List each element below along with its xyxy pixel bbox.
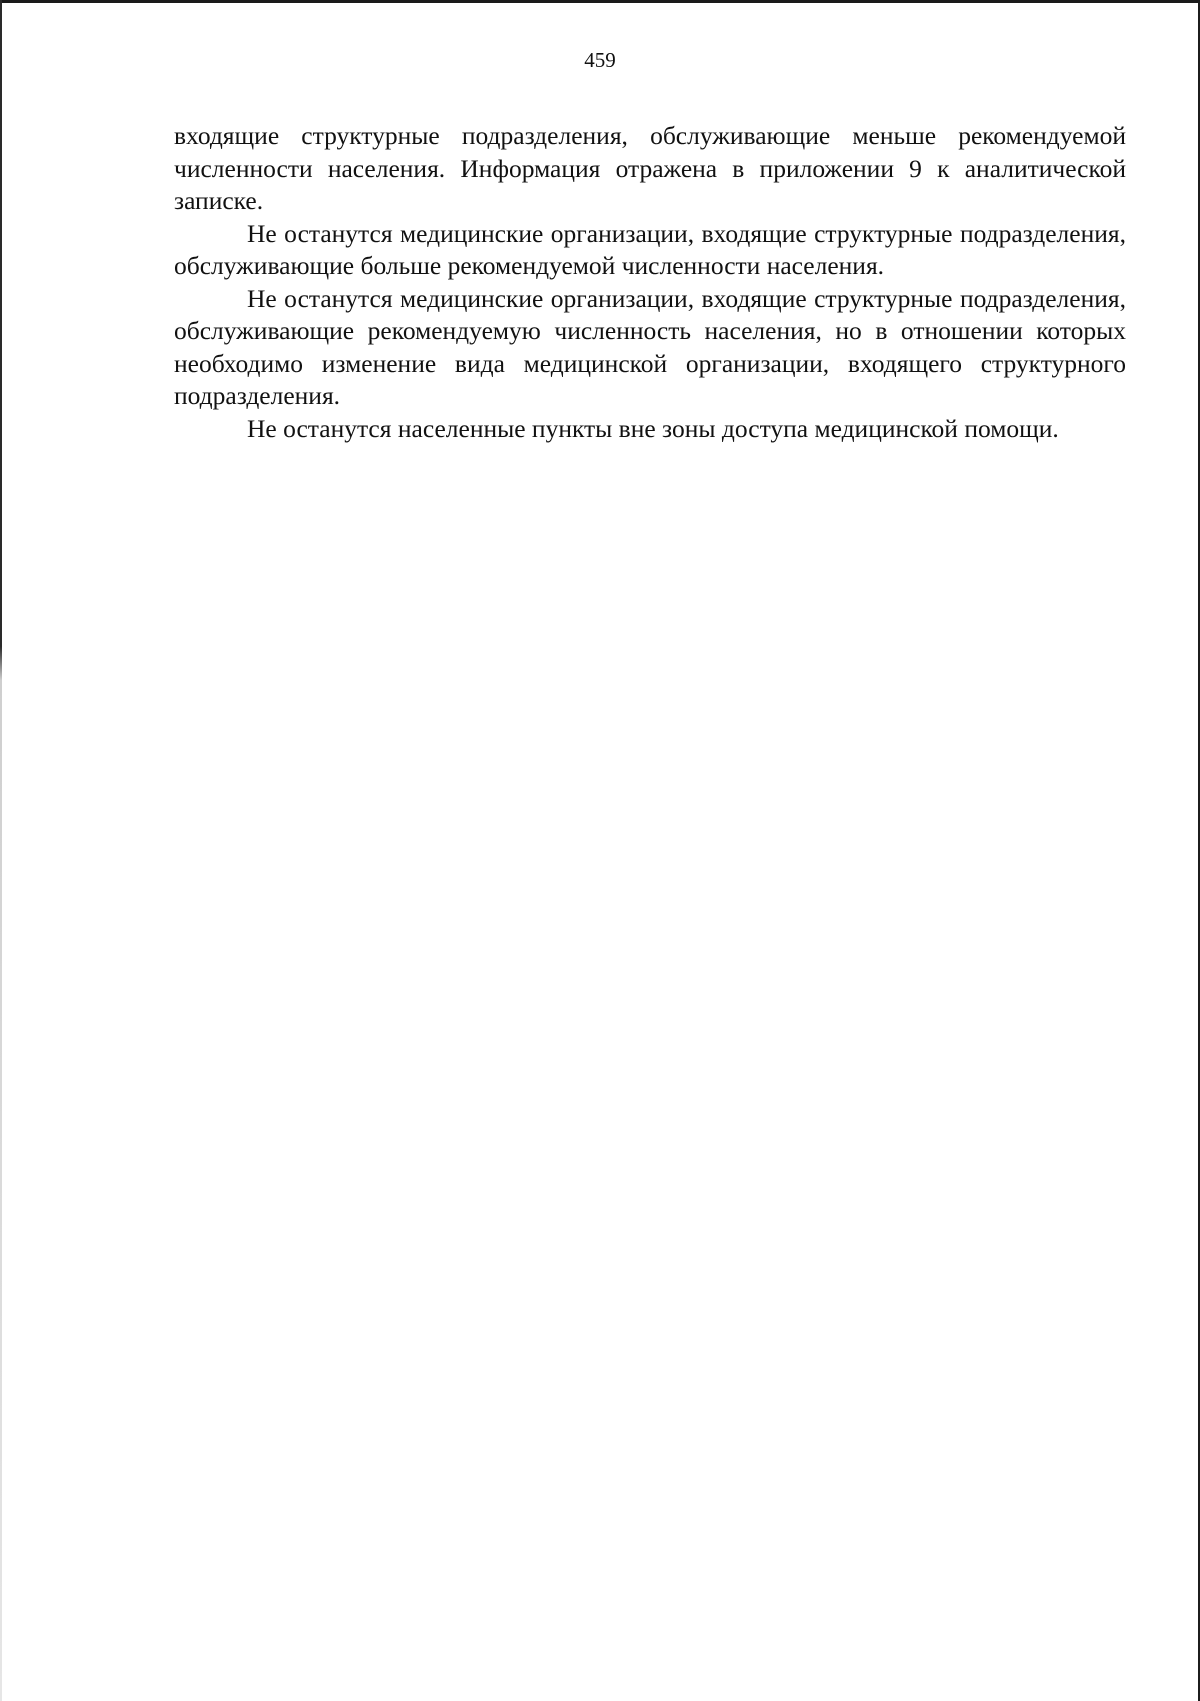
- paragraph: Не останутся медицинские организации, входящие структурные подразделения, обслуживающие больше рекомендуемой численности населения.: [174, 218, 1126, 280]
- document-body: [174, 120, 1126, 445]
- scan-edge-top: [0, 0, 1200, 3]
- paragraph: Не останутся медицинские организации, входящие структурные подразделения, обслуживающие рекомендуемую численность населения, но в отношении которых необходимо изменение вида медицинской организации, входящего структурного подразделения.: [174, 283, 1126, 410]
- scan-edge-left: [0, 0, 2, 1701]
- page-number: 459: [584, 48, 616, 72]
- paragraph-continuation: входящие структурные подразделения, обслуживающие меньше рекомендуемой численности населения. Информация отражена в приложении 9 к аналитической записке.: [174, 121, 1126, 215]
- paragraph: Не останутся населенные пункты вне зоны доступа медицинской помощи.: [247, 413, 1059, 443]
